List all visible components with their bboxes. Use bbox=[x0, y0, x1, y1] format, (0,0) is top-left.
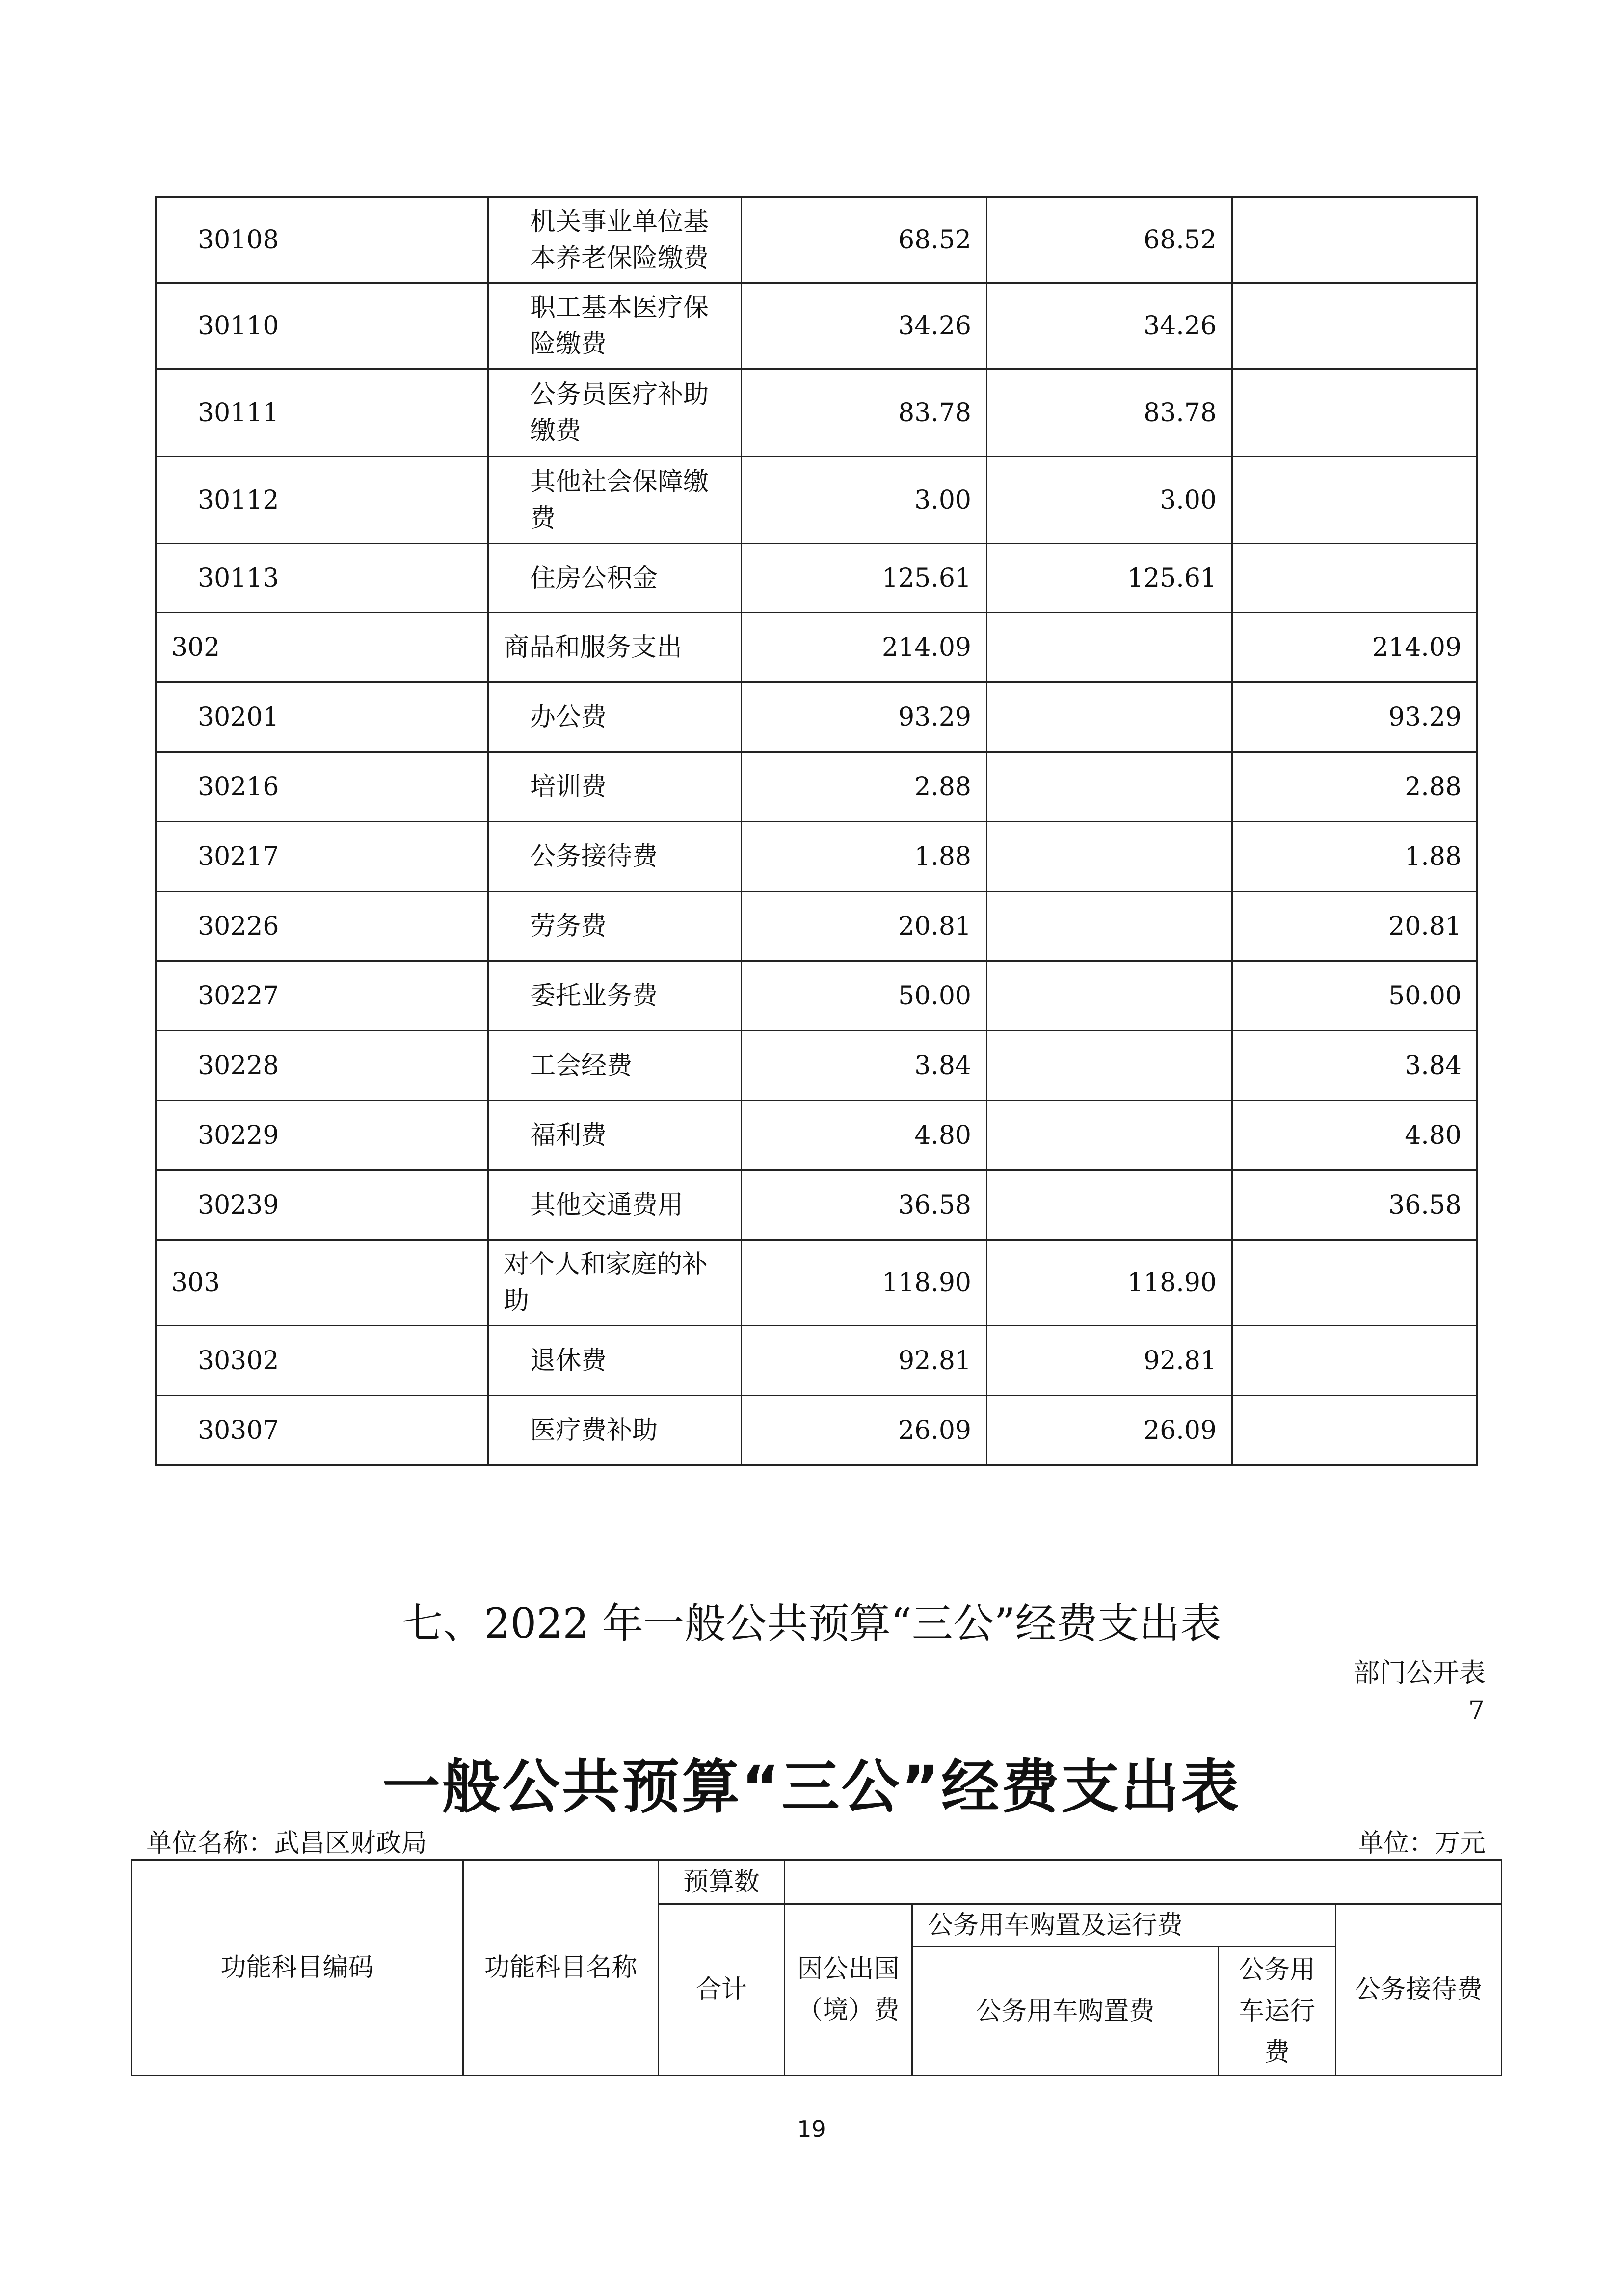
row-project bbox=[1232, 283, 1477, 369]
table-row bbox=[156, 1101, 1477, 1170]
row-code: 30217 bbox=[156, 822, 488, 891]
header-budget-blank bbox=[785, 1860, 1502, 1904]
section-title: 七、2022 年一般公共预算“三公”经费支出表 bbox=[401, 1599, 1222, 1648]
row-code: 30302 bbox=[156, 1326, 488, 1396]
table-row bbox=[156, 283, 1477, 369]
row-total: 20.81 bbox=[742, 891, 987, 961]
row-code: 30110 bbox=[156, 283, 488, 369]
row-code: 30111 bbox=[156, 369, 488, 457]
row-project: 50.00 bbox=[1232, 961, 1477, 1031]
row-total: 92.81 bbox=[742, 1326, 987, 1396]
row-code: 30228 bbox=[156, 1031, 488, 1101]
row-project bbox=[1232, 457, 1477, 544]
row-name: 商品和服务支出 bbox=[488, 613, 742, 682]
header-reception: 公务接待费 bbox=[1336, 1904, 1502, 2076]
table-row bbox=[156, 682, 1477, 752]
row-project: 36.58 bbox=[1232, 1170, 1477, 1240]
row-code: 30227 bbox=[156, 961, 488, 1031]
table-row bbox=[156, 1170, 1477, 1240]
row-total: 36.58 bbox=[742, 1170, 987, 1240]
row-name: 劳务费 bbox=[488, 891, 742, 961]
row-name: 公务接待费 bbox=[488, 822, 742, 891]
row-name: 办公费 bbox=[488, 682, 742, 752]
row-basic bbox=[987, 1101, 1232, 1170]
row-total: 1.88 bbox=[742, 822, 987, 891]
row-project bbox=[1232, 1326, 1477, 1396]
row-name: 公务员医疗补助缴费 bbox=[488, 369, 742, 457]
row-basic: 3.00 bbox=[987, 457, 1232, 544]
row-code: 30229 bbox=[156, 1101, 488, 1170]
row-project: 4.80 bbox=[1232, 1101, 1477, 1170]
currency-unit: 单位：万元 bbox=[1357, 1829, 1486, 1858]
header-abroad-text: 因公出国（境）费 bbox=[797, 1954, 900, 2025]
public-table-label: 部门公开表 bbox=[1353, 1657, 1486, 1688]
row-code: 30226 bbox=[156, 891, 488, 961]
row-basic bbox=[987, 613, 1232, 682]
table-main-title: 一般公共预算“三公”经费支出表 bbox=[382, 1753, 1241, 1821]
table-row bbox=[156, 544, 1477, 613]
table-row bbox=[156, 752, 1477, 822]
header-car-operation bbox=[1219, 1947, 1336, 2076]
row-name: 对个人和家庭的补助 bbox=[488, 1240, 742, 1326]
row-total: 26.09 bbox=[742, 1396, 987, 1465]
row-project bbox=[1232, 197, 1477, 283]
unit-name: 单位名称：武昌区财政局 bbox=[146, 1829, 427, 1858]
table-row bbox=[156, 1326, 1477, 1396]
row-project bbox=[1232, 544, 1477, 613]
row-basic bbox=[987, 891, 1232, 961]
table-row bbox=[156, 457, 1477, 544]
row-total: 50.00 bbox=[742, 961, 987, 1031]
row-basic: 34.26 bbox=[987, 283, 1232, 369]
row-total: 34.26 bbox=[742, 283, 987, 369]
row-name: 委托业务费 bbox=[488, 961, 742, 1031]
table-row bbox=[156, 822, 1477, 891]
page-number: 19 bbox=[797, 2116, 826, 2142]
row-total: 214.09 bbox=[742, 613, 987, 682]
header-abroad bbox=[785, 1904, 912, 2076]
row-code: 302 bbox=[156, 613, 488, 682]
row-code: 30216 bbox=[156, 752, 488, 822]
row-basic: 92.81 bbox=[987, 1326, 1232, 1396]
table-row bbox=[156, 1396, 1477, 1465]
table-row bbox=[156, 197, 1477, 283]
row-basic: 125.61 bbox=[987, 544, 1232, 613]
row-basic bbox=[987, 682, 1232, 752]
row-code: 30112 bbox=[156, 457, 488, 544]
row-name: 住房公积金 bbox=[488, 544, 742, 613]
row-project: 93.29 bbox=[1232, 682, 1477, 752]
row-project: 1.88 bbox=[1232, 822, 1477, 891]
row-code: 30113 bbox=[156, 544, 488, 613]
row-code: 30239 bbox=[156, 1170, 488, 1240]
header-function-name: 功能科目名称 bbox=[463, 1860, 659, 2076]
header-car-operation-text: 公务用车运行费 bbox=[1238, 1955, 1315, 2067]
row-name: 工会经费 bbox=[488, 1031, 742, 1101]
table-row bbox=[156, 613, 1477, 682]
row-basic: 26.09 bbox=[987, 1396, 1232, 1465]
row-total: 118.90 bbox=[742, 1240, 987, 1326]
row-basic: 68.52 bbox=[987, 197, 1232, 283]
row-total: 3.00 bbox=[742, 457, 987, 544]
row-project: 3.84 bbox=[1232, 1031, 1477, 1101]
table-row bbox=[156, 961, 1477, 1031]
row-code: 30307 bbox=[156, 1396, 488, 1465]
table-row bbox=[156, 891, 1477, 961]
row-project bbox=[1232, 1240, 1477, 1326]
row-name: 职工基本医疗保险缴费 bbox=[488, 283, 742, 369]
header-total: 合计 bbox=[659, 1904, 785, 2076]
row-basic: 83.78 bbox=[987, 369, 1232, 457]
row-code: 303 bbox=[156, 1240, 488, 1326]
header-budget: 预算数 bbox=[659, 1860, 785, 1904]
row-project: 2.88 bbox=[1232, 752, 1477, 822]
row-project: 20.81 bbox=[1232, 891, 1477, 961]
row-name: 退休费 bbox=[488, 1326, 742, 1396]
row-total: 83.78 bbox=[742, 369, 987, 457]
row-total: 68.52 bbox=[742, 197, 987, 283]
row-name: 机关事业单位基本养老保险缴费 bbox=[488, 197, 742, 283]
row-code: 30201 bbox=[156, 682, 488, 752]
row-total: 125.61 bbox=[742, 544, 987, 613]
header-car-purchase: 公务用车购置费 bbox=[912, 1947, 1219, 2076]
row-project bbox=[1232, 1396, 1477, 1465]
header-car: 公务用车购置及运行费 bbox=[912, 1904, 1336, 1947]
expenditure-table-body bbox=[156, 197, 1477, 1465]
row-total: 3.84 bbox=[742, 1031, 987, 1101]
row-total: 4.80 bbox=[742, 1101, 987, 1170]
row-total: 93.29 bbox=[742, 682, 987, 752]
row-basic bbox=[987, 1031, 1232, 1101]
row-basic bbox=[987, 961, 1232, 1031]
public-table-number: 7 bbox=[1468, 1696, 1485, 1726]
row-name: 福利费 bbox=[488, 1101, 742, 1170]
table-row bbox=[156, 369, 1477, 457]
row-total: 2.88 bbox=[742, 752, 987, 822]
row-basic: 118.90 bbox=[987, 1240, 1232, 1326]
row-basic bbox=[987, 752, 1232, 822]
row-name: 培训费 bbox=[488, 752, 742, 822]
row-project bbox=[1232, 369, 1477, 457]
row-code: 30108 bbox=[156, 197, 488, 283]
row-name: 其他交通费用 bbox=[488, 1170, 742, 1240]
three-public-expenses-table bbox=[131, 1859, 1502, 2076]
row-name: 医疗费补助 bbox=[488, 1396, 742, 1465]
row-basic bbox=[987, 822, 1232, 891]
row-project: 214.09 bbox=[1232, 613, 1477, 682]
table-row bbox=[156, 1031, 1477, 1101]
expenditure-table bbox=[155, 196, 1478, 1466]
row-basic bbox=[987, 1170, 1232, 1240]
table-row bbox=[156, 1240, 1477, 1326]
header-function-code: 功能科目编码 bbox=[132, 1860, 463, 2076]
row-name: 其他社会保障缴费 bbox=[488, 457, 742, 544]
